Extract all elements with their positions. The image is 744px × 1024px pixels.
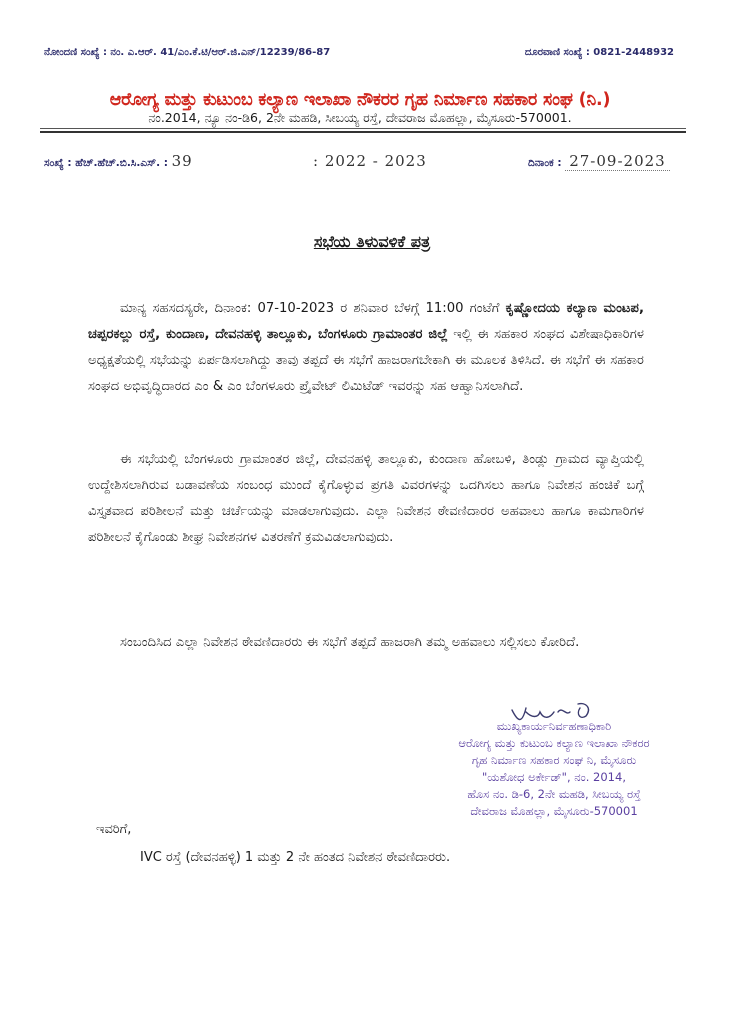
stamp-line-6: ದೇವರಾಜ ಮೊಹಲ್ಲಾ, ಮೈಸೂರು-570001: [470, 804, 638, 818]
reference-number-value: 39: [171, 152, 193, 170]
venue-address: ಕೃಷ್ಣೋದಯ ಕಲ್ಯಾಣ ಮಂಟಪ, ಚಪ್ಪರಕಲ್ಲು ರಸ್ತೆ, ಕುಂದಾಣ, ದೇವನಹಳ್ಳಿ ತಾಲ್ಲೂಕು, ಬೆಂಗಳೂರು ಗ್ರಾಮಾಂತರ ಜಿಲ್ಲೆ: [88, 301, 644, 342]
date-value: 27-09-2023: [565, 152, 669, 171]
stamp-line-4: "ಯಶೋಧ ಅರ್ಕೇಡ್", ನಂ. 2014,: [482, 770, 626, 784]
stamp-line-3: ಗೃಹ ನಿರ್ಮಾಣ ಸಹಕಾರ ಸಂಘ ನಿ, ಮೈಸೂರು: [471, 753, 637, 767]
body-paragraph-1: [88, 296, 644, 400]
paragraph-1-rest: ಇಲ್ಲಿ ಈ ಸಹಕಾರ ಸಂಘದ ವಿಶೇಷಾಧಿಕಾರಿಗಳ ಅಧ್ಯಕ್ಷತೆಯಲ್ಲಿ ಸಭೆಯನ್ನು ಏರ್ಪಡಿಸಲಾಗಿದ್ದು ತಾವು ತಪ್ಪದೆ ಈ ಸಭೆಗೆ ಹಾಜರಾಗಬೇಕಾಗಿ ಈ ಮೂಲಕ ತಿಳಿಸಿದೆ. ಈ ಸಭೆಗೆ ಈ ಸಹಕಾರ ಸಂಘದ ಅಭಿವೃದ್ಧಿದಾರದ ಎಂ & ಎಂ ಬೆಂಗಳೂರು ಪ್ರೈವೇಟ್ ಲಿಮಿಟೆಡ್ ಇವರನ್ನು ಸಹ ಆಹ್ವಾನಿಸಲಾಗಿದೆ.: [88, 327, 644, 394]
reference-year-value: : 2022 - 2023: [313, 152, 427, 170]
stamp-line-2: ಆರೋಗ್ಯ ಮತ್ತು ಕುಟುಂಬ ಕಲ್ಯಾಣ ಇಲಾಖಾ ನೌಕರರ: [458, 736, 650, 750]
officer-stamp: [424, 718, 684, 820]
registration-number: ನೋಂದಣಿ ಸಂಖ್ಯೆ : ನಂ. ಎ.ಆರ್. 41/ಎಂ.ಕೆ.ಟಿ/ಆರ್.ಜಿ.ಎನ್/12239/86-87: [44, 47, 331, 58]
stamp-title: ಮುಖ್ಯಕಾರ್ಯನಿರ್ವಹಣಾಧಿಕಾರಿ: [496, 719, 612, 733]
date-label: ದಿನಾಂಕ :: [528, 157, 562, 169]
recipient-text: IVC ರಸ್ತೆ (ದೇವನಹಳ್ಳಿ) 1 ಮತ್ತು 2 ನೇ ಹಂತದ ನಿವೇಶನ ಠೇವಣಿದಾರರು.: [140, 850, 451, 865]
header-divider-thick: [40, 131, 686, 133]
recipient-label: ಇವರಿಗೆ,: [96, 822, 132, 837]
reference-year: [313, 152, 427, 170]
organization-name: ಆರೋಗ್ಯ ಮತ್ತು ಕುಟುಂಬ ಕಲ್ಯಾಣ ಇಲಾಖಾ ನೌಕರರ ಗೃಹ ನಿರ್ಮಾಣ ಸಹಕಾರ ಸಂಘ (ನಿ.): [109, 90, 611, 110]
reference-number: [44, 152, 193, 170]
header-divider: [40, 128, 686, 129]
letter-subject: ಸಭೆಯ ತಿಳುವಳಿಕೆ ಪತ್ರ: [313, 232, 431, 251]
reference-number-label: ಸಂಖ್ಯೆ : ಹೆಚ್.ಹೆಚ್.ಬಿ.ಸಿ.ಎಸ್. :: [44, 157, 168, 169]
organization-address: ನಂ.2014, ನ್ಯೂ ನಂ-ಡಿ6, 2ನೇ ಮಹಡಿ, ಸೀಬಯ್ಯ ರಸ್ತೆ, ದೇವರಾಜ ಮೊಹಲ್ಲಾ, ಮೈಸೂರು-570001.: [148, 110, 572, 125]
body-paragraph-2: ಈ ಸಭೆಯಲ್ಲಿ ಬೆಂಗಳೂರು ಗ್ರಾಮಾಂತರ ಜಿಲ್ಲೆ, ದೇವನಹಳ್ಳಿ ತಾಲ್ಲೂಕು, ಕುಂದಾಣ ಹೋಬಳಿ, ತಿಂಡ್ಲು ಗ್ರಾಮದ ವ್ಯಾಪ್ತಿಯಲ್ಲಿ ಉದ್ದೇಶಿಸಲಾಗಿರುವ ಬಡಾವಣೆಯ ಸಂಬಂಧ ಮುಂದೆ ಕೈಗೊಳ್ಳುವ ಪ್ರಗತಿ ವಿವರಗಳನ್ನು ಒದಗಿಸಲು ಹಾಗೂ ನಿವೇಶನ ಹಂಚಿಕೆ ಬಗ್ಗೆ ವಿಸ್ತೃತವಾದ ಪರಿಶೀಲನೆ ಮತ್ತು ಚರ್ಚೆಯನ್ನು ಮಾಡಲಾಗುವುದು. ಎಲ್ಲಾ ನಿವೇಶನ ಠೇವಣಿದಾರರ ಅಹವಾಲು ಹಾಗೂ ಕಾಮಗಾರಿಗಳ ಪರಿಶೀಲನೆ ಕೈಗೊಂಡು ಶೀಘ್ರ ನಿವೇಶನಗಳ ವಿತರಣೆಗೆ ಕ್ರಮವಿಡಲಾಗುವುದು.: [88, 452, 644, 545]
reference-date: [528, 152, 670, 170]
paragraph-1-intro: ಮಾನ್ಯ ಸಹಸದಸ್ಯರೇ, ದಿನಾಂಕ: 07-10-2023 ರ ಶನಿವಾರ ಬೆಳಗ್ಗೆ 11:00 ಗಂಟೆಗೆ: [120, 301, 506, 316]
body-paragraph-3: ಸಂಬಂದಿಸಿದ ಎಲ್ಲಾ ನಿವೇಶನ ಠೇವಣಿದಾರರು ಈ ಸಭೆಗೆ ತಪ್ಪದೆ ಹಾಜರಾಗಿ ತಮ್ಮ ಅಹವಾಲು ಸಲ್ಲಿಸಲು ಕೋರಿದೆ.: [120, 635, 580, 650]
stamp-line-5: ಹೊಸ ನಂ. ಡಿ-6, 2ನೇ ಮಹಡಿ, ಸೀಬಯ್ಯ ರಸ್ತೆ: [467, 787, 641, 801]
phone-number: ದೂರವಾಣಿ ಸಂಖ್ಯೆ : 0821-2448932: [524, 47, 674, 58]
